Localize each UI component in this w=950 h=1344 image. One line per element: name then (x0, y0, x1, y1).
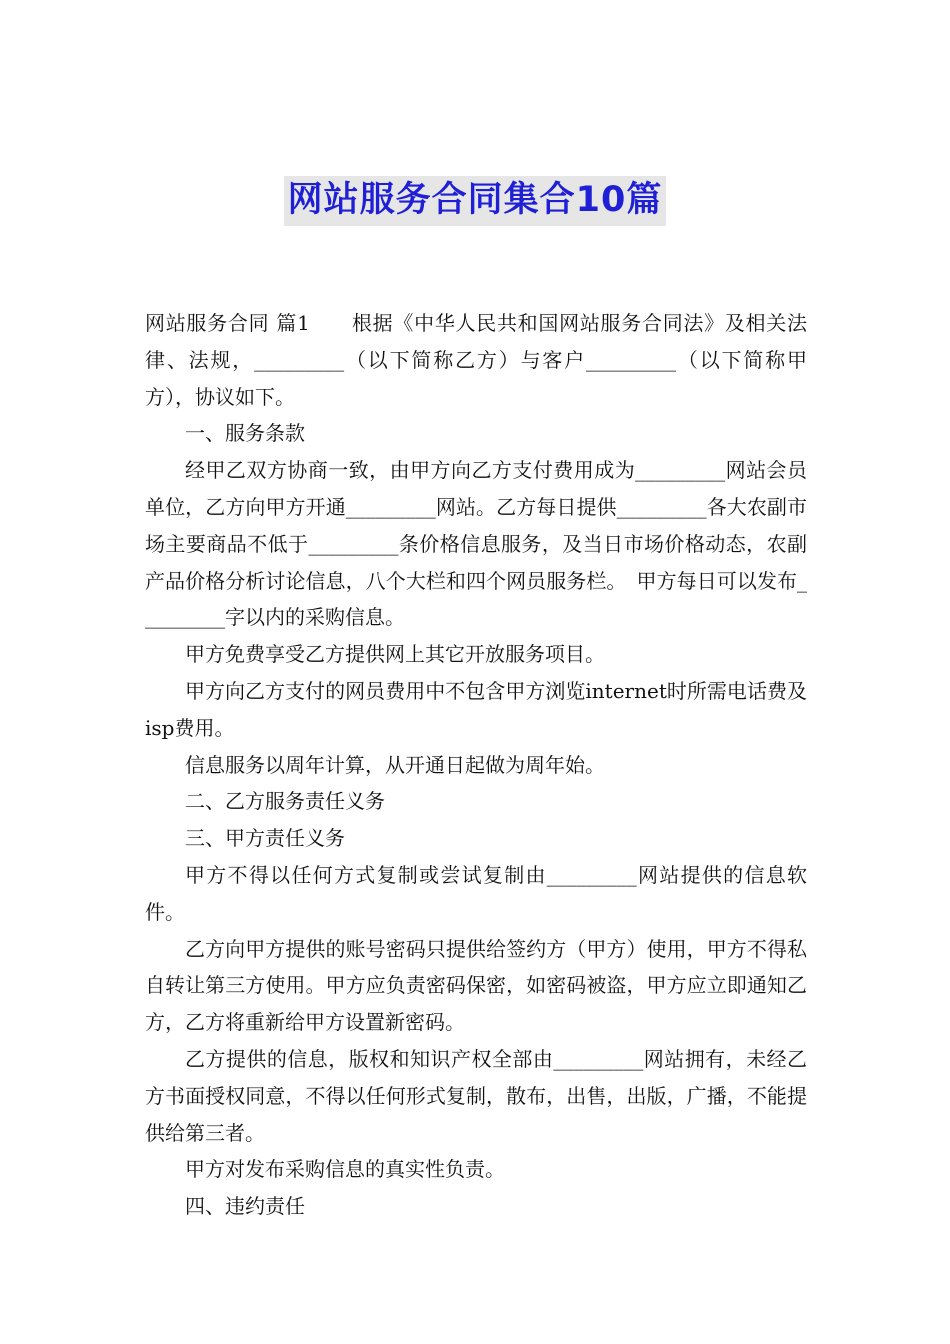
paragraph-service-content: 经甲乙双方协商一致，由甲方向乙方支付费用成为_________网站会员单位，乙方向甲方开通_________网站。乙方每日提供_________各大农副市场主要商品不低于_________条价格信息服务，及当日市场价格动态，农副产品价格分析讨论信息，八个大栏和四个网员服务栏。 甲方每日可以发布_________字以内的采购信息。 (145, 458, 807, 630)
paragraph-free-services: 甲方免费享受乙方提供网上其它开放服务项目。 (185, 642, 605, 667)
section-heading-party-b-duties: 二、乙方服务责任义务 (185, 789, 385, 814)
title-container (0, 176, 950, 226)
section-heading-service-terms: 一、服务条款 (185, 421, 305, 446)
document-body (145, 305, 807, 1225)
paragraph-no-copying: 甲方不得以任何方式复制或尝试复制由_________网站提供的信息软件。 (145, 862, 807, 924)
paragraph-fee-exclusion: 甲方向乙方支付的网员费用中不包含甲方浏览internet时所需电话费及isp费用。 (145, 678, 807, 740)
section-heading-breach-liability: 四、违约责任 (185, 1194, 305, 1219)
paragraph-copyright: 乙方提供的信息，版权和知识产权全部由_________网站拥有，未经乙方书面授权同意，不得以任何形式复制，散布，出售，出版，广播，不能提供给第三者。 (145, 1046, 807, 1145)
paragraph-account-password: 乙方向甲方提供的账号密码只提供给签约方（甲方）使用，甲方不得私自转让第三方使用。甲方应负责密码保密，如密码被盗，甲方应立即通知乙方，乙方将重新给甲方设置新密码。 (145, 936, 807, 1035)
paragraph-info-authenticity: 甲方对发布采购信息的真实性负责。 (185, 1157, 505, 1182)
document-title: 网站服务合同集合10篇 (284, 176, 667, 226)
intro-paragraph: 网站服务合同 篇1 根据《中华人民共和国网站服务合同法》及相关法律、法规，_________（以下简称乙方）与客户_________（以下简称甲方），协议如下。 (145, 311, 807, 409)
section-heading-party-a-duties: 三、甲方责任义务 (185, 826, 345, 851)
paragraph-service-period: 信息服务以周年计算，从开通日起做为周年始。 (185, 752, 605, 777)
